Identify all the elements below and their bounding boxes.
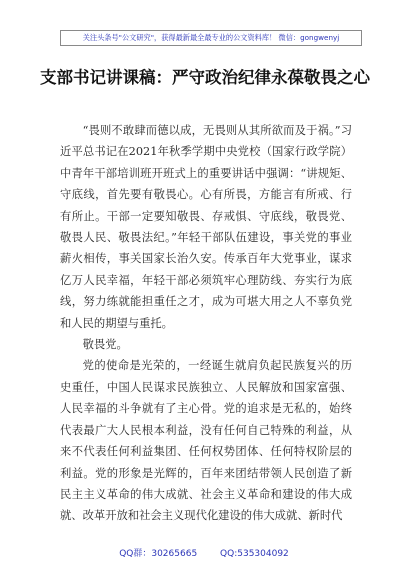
qq-contact-text: QQ:535304092 (220, 549, 289, 559)
document-title: 支部书记讲课稿：严守政治纪律永葆敬畏之心 (40, 68, 370, 87)
paragraph: 敬畏党。 (82, 338, 128, 352)
page-footer (0, 546, 408, 562)
promo-banner: 关注头条号"公文研究"，获得最新最全最专业的公文资料库！ 微信：gongwenyj (60, 30, 362, 46)
document-body (60, 120, 352, 527)
paragraph: 党的使命是光荣的，一经诞生就肩负起民族复兴的历史重任，中国人民谋求民族独立、人民解放和国家富强、人民幸福的斗争就有了主心骨。党的追求是无私的，始终代表最广大人民根本利益，没有任何自己特殊的利益，从来不代表任何利益集团、任何权势团体、任何特权阶层的利益。党的形象是光辉的，百年来团结带领人民创造了新民主主义革命的伟大成就、社会主义革命和建设的伟大成就、改革开放和社会主义现代化建设的伟大成就、新时代 (60, 359, 352, 523)
qq-group-text: QQ群：30265665 (119, 549, 198, 559)
paragraph: “畏则不敢肆而德以成，无畏则从其所欲而及于祸。”习近平总书记在2021年秋季学期中央党校（国家行政学院）中青年干部培训班开班式上的重要讲话中强调：“讲规矩、守底线，首先要有敬畏心。心有所畏，方能言有所戒、行有所止。干部一定要知敬畏、存戒惧、守底线，敬畏党、敬畏人民、敬畏法纪。”年轻干部队伍建设，事关党的事业薪火相传，事关国家长治久安。传承百年大党事业，谋求亿万人民幸福，年轻干部必须筑牢心理防线、夯实行为底线，努力练就能担重任之才，成为可堪大用之人不辜负党和人民的期望与重托。 (60, 124, 352, 330)
